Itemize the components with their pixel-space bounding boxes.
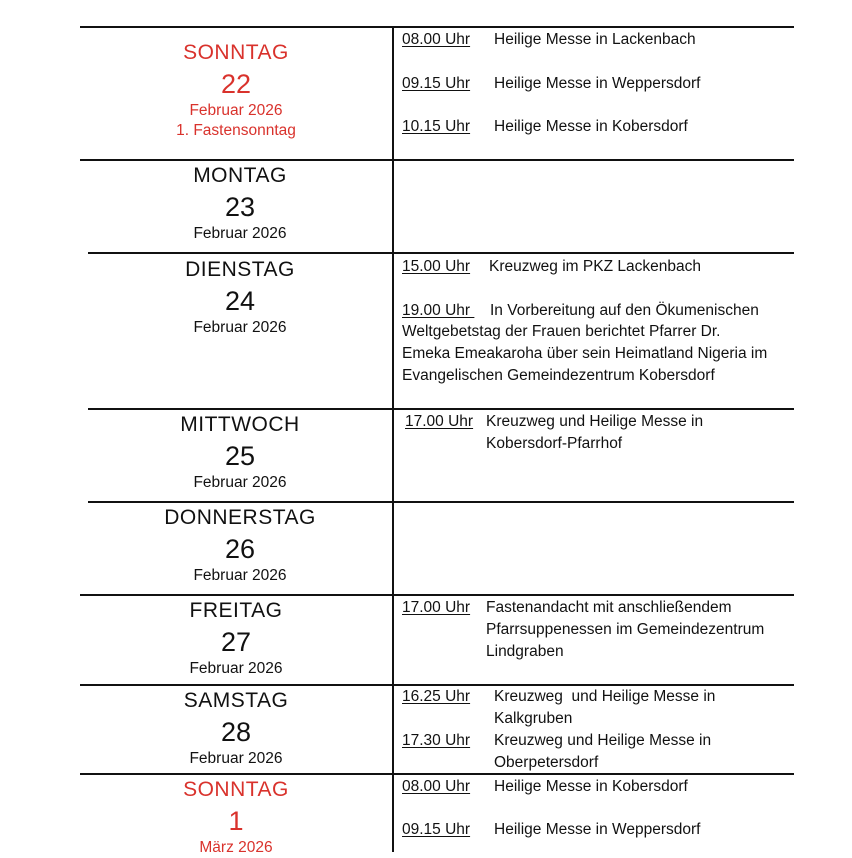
weekday: SAMSTAG (183, 689, 289, 712)
month-year: Februar 2026 (193, 319, 287, 336)
day-number: 1 (228, 806, 244, 836)
day-cell-sunday-1 (80, 777, 392, 858)
day-number: 22 (220, 69, 252, 99)
weekday: FREITAG (189, 599, 283, 622)
row-rule-2 (88, 252, 794, 254)
table-top-rule (80, 26, 794, 28)
liturgical-note: 1. Fastensonntag (176, 122, 296, 139)
event-time: 17.00 Uhr (405, 413, 474, 430)
event-text: Fastenandacht mit anschließendem (486, 599, 732, 616)
month-year: Februar 2026 (189, 102, 283, 119)
event-time: 08.00 Uhr (402, 31, 471, 48)
day-number: 25 (224, 441, 256, 471)
event-text: Heilige Messe in Weppersdorf (494, 75, 701, 92)
day-cell-thursday-26 (88, 505, 392, 586)
day-number: 24 (224, 286, 256, 316)
event-text-line: Lindgraben (486, 643, 564, 660)
event-text: Kreuzweg im PKZ Lackenbach (489, 258, 701, 275)
weekday: MITTWOCH (180, 413, 300, 436)
event-text: Heilige Messe in Lackenbach (494, 31, 696, 48)
day-cell-tuesday-24 (88, 257, 392, 338)
event-text-line: Evangelischen Gemeindezentrum Kobersdorf (402, 367, 715, 384)
event-time: 17.30 Uhr (402, 732, 471, 749)
month-year: Februar 2026 (193, 567, 287, 584)
event-time: 09.15 Uhr (402, 821, 471, 838)
weekday: SONNTAG (183, 778, 289, 801)
day-cell-wednesday-25 (88, 412, 392, 493)
day-cell-friday-27 (80, 598, 392, 679)
month-year: Februar 2026 (193, 474, 287, 491)
event-text: In Vorbereitung auf den Ökumenischen (490, 302, 759, 319)
day-number: 28 (220, 717, 252, 747)
weekday: MONTAG (193, 164, 287, 187)
month-year: Februar 2026 (193, 225, 287, 242)
day-cell-monday-23 (88, 163, 392, 244)
day-number: 23 (224, 192, 256, 222)
event-time: 10.15 Uhr (402, 118, 471, 135)
column-divider (392, 26, 394, 852)
event-time: 19.00 Uhr (402, 302, 475, 319)
event-text-line: Weltgebetstag der Frauen berichtet Pfarrer Dr. (402, 323, 721, 340)
event-text-line: Pfarrsuppenessen im Gemeindezentrum (486, 621, 765, 638)
row-rule-1 (80, 159, 794, 161)
event-time: 15.00 Uhr (402, 258, 471, 275)
event-text-line: Kobersdorf-Pfarrhof (486, 435, 623, 452)
event-text: Kreuzweg und Heilige Messe in (494, 732, 712, 749)
row-rule-3 (88, 408, 794, 410)
event-text-line: Oberpetersdorf (494, 754, 599, 771)
event-text-line: Kalkgruben (494, 710, 573, 727)
event-time: 08.00 Uhr (402, 778, 471, 795)
row-rule-4 (88, 501, 794, 503)
event-text-line: Emeka Emeakaroha über sein Heimatland Nigeria im (402, 345, 768, 362)
row-rule-7 (80, 773, 794, 775)
month-year: Februar 2026 (189, 660, 283, 677)
day-cell-sunday-22 (80, 40, 392, 141)
month-year: März 2026 (199, 839, 273, 856)
event-text: Heilige Messe in Weppersdorf (494, 821, 701, 838)
event-text: Kreuzweg und Heilige Messe in (494, 688, 716, 705)
month-year: Februar 2026 (189, 750, 283, 767)
event-time: 17.00 Uhr (402, 599, 471, 616)
day-number: 26 (224, 534, 256, 564)
weekday: SONNTAG (183, 41, 289, 64)
event-time: 16.25 Uhr (402, 688, 471, 705)
weekday: DONNERSTAG (164, 506, 316, 529)
weekday: DIENSTAG (185, 258, 295, 281)
event-time: 09.15 Uhr (402, 75, 471, 92)
event-text: Heilige Messe in Kobersdorf (494, 778, 688, 795)
day-cell-saturday-28 (80, 688, 392, 769)
day-number: 27 (220, 627, 252, 657)
event-text: Heilige Messe in Kobersdorf (494, 118, 688, 135)
event-text: Kreuzweg und Heilige Messe in (486, 413, 704, 430)
row-rule-5 (80, 594, 794, 596)
